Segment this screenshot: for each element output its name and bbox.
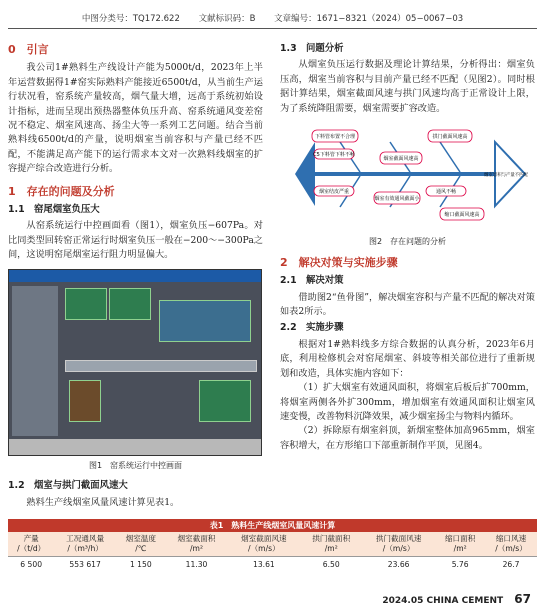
clc-number: 中图分类号：TQ172.622 [81, 14, 180, 24]
table-header-cell: 拱门截面风速 /（m/s） [362, 532, 435, 557]
fish-cause-top-1: 下料管布置不合理 [314, 134, 356, 141]
table-cell: 553 617 [69, 560, 101, 569]
section-1-2-title: 1.2 烟室与拱门截面风速大 [8, 480, 128, 492]
table-header-row [8, 532, 537, 557]
page-footer [382, 592, 531, 606]
table-cell: 26.7 [502, 560, 520, 569]
table-1-caption: 表1 熟料生产线烟室风量风速计算 [8, 519, 537, 532]
section-1-title: 1 存在的问题及分析 [8, 184, 115, 198]
kiln-control-screen-image [8, 269, 262, 456]
table-header-cell: 缩口风速 /（m/s） [485, 532, 537, 557]
section-2-2-paragraph-2: （1）扩大烟室有效通风面积，将烟室后板后扩700mm，将烟室两侧各外扩300mm，增加烟室有效通风面积让烟室风速变慢，改善物料沉降效果，减少烟室扬尘与物料内循环。 [280, 382, 535, 422]
table-header-cell: 工况通风量 /（m³/h） [54, 532, 116, 557]
fish-cause-bottom-1: 烟室结皮严重 [318, 189, 350, 196]
page-header [0, 12, 545, 24]
table-cell: 5.76 [451, 560, 469, 569]
journal-issue: 2024.05 CHINA CEMENT [382, 596, 504, 606]
figure-1-caption: 图1 窑系统运行中控画面 [88, 460, 183, 470]
section-1-2-paragraph: 熟料生产线烟室风量风速计算见表1。 [26, 496, 180, 508]
table-cell: 23.66 [387, 560, 410, 569]
table-header-cell: 拱门截面积 /m² [300, 532, 362, 557]
fishbone-diagram [280, 122, 535, 227]
section-1-1-paragraph: 从窑系统运行中控画面看（图1），烟室负压−607Pa。对比同类型回转窑正常运行时烟室负压一般在−200～−300Pa之间，这说明窑尾烟室运行阻力明显偏大。 [8, 220, 263, 261]
section-2-1-paragraph: 借助图2“鱼骨图”，解决烟室容积与产量不匹配的解决对策如表2所示。 [280, 291, 535, 318]
table-header-cell: 烟室截面风速 /（m/s） [227, 532, 300, 557]
article-number: 文章编号：1671−8321（2024）05−0067−03 [274, 14, 464, 24]
section-0-title: 0 引言 [8, 43, 49, 56]
figure-2 [280, 122, 535, 250]
section-2-title: 2 解决对策与实施步骤 [280, 255, 398, 269]
fish-cause-top-2: C5下料管下料不畅 [313, 152, 355, 159]
table-header-cell: 烟室截面积 /m² [166, 532, 228, 557]
right-column [280, 40, 535, 453]
section-1-3-paragraph: 从烟室负压运行数据及理论计算结果，分析得出：烟室负压高，烟室当前容积与目前产量已经不匹配（见图2）。同时根据计算结果，烟室截面风速与拱门风速均高于正常设计上限，为了系统降阻需要，烟室需要扩容改造。 [280, 59, 535, 114]
table-cell: 6 500 [20, 560, 43, 569]
table-cell: 11.30 [185, 560, 208, 569]
header-divider [8, 28, 537, 29]
fish-cause-top-4: 拱门截面风速高 [432, 134, 468, 141]
table-row [8, 557, 537, 573]
fish-cause-bottom-2: 烟室有效通风截面小 [374, 196, 420, 203]
page-number: 67 [514, 592, 531, 606]
fish-cause-bottom-3: 通风不畅 [435, 189, 457, 196]
table-header-cell: 产量 /（t/d） [8, 532, 54, 557]
table-cell: 1 150 [129, 560, 152, 569]
figure-1 [8, 269, 263, 473]
section-1-3-title: 1.3 问题分析 [280, 43, 344, 54]
section-1-1-title: 1.1 窑尾烟室负压大 [8, 204, 100, 216]
fish-head-label: 烟室容积与产量不匹配 [484, 173, 528, 179]
table-cell: 13.61 [253, 560, 275, 569]
table-header-cell: 烟室温度 /℃ [116, 532, 166, 557]
section-2-2-paragraph-3: （2）拆除原有烟室斜顶，新烟室整体加高965mm，烟室容积增大，在方形缩口下部重新制作平顶，见图4。 [280, 425, 535, 451]
fish-cause-top-3: 烟室截面风速高 [383, 156, 419, 163]
figure-2-caption: 图2 存在问题的分析 [368, 237, 447, 247]
left-column [8, 40, 263, 510]
section-2-2-title: 2.2 实施步骤 [280, 322, 344, 334]
section-0-paragraph: 我公司1#熟料生产线设计产能为5000t/d，2023年上半年运营数据得1#窑实际熟料产能接近6500t/d，从当前生产运行状况看，窑系统产量较高，烟气量大增，远高于系统初始设计指标，进而呈现出预热器整体负压升高、窑系统通风变差窑况不稳定、烟室风速高、扬尘大等一系列工艺问题。结合当前熟料线6500t/d的产量，说明烟室当前容积与产量已经不匹配，不能满足高产能下的运行需求本文对一次熟料线烟室的扩容提产综合改造进行分析。 [8, 62, 263, 175]
table-cell: 6.50 [322, 560, 340, 569]
table-header-cell: 缩口面积 /m² [435, 532, 485, 557]
table-1 [8, 519, 537, 572]
fish-cause-bottom-4: 缩口截面风速高 [444, 212, 480, 219]
section-2-1-title: 2.1 解决对策 [280, 275, 344, 287]
document-code: 文献标识码：B [198, 14, 256, 24]
section-2-2-paragraph-1: 根据对1#熟料线多方综合数据的认真分析，2023年6月底，利用检修机会对窑尾烟室、斜坡等相关部位进行了重新规划和改造，具体实施内容如下： [280, 338, 535, 379]
